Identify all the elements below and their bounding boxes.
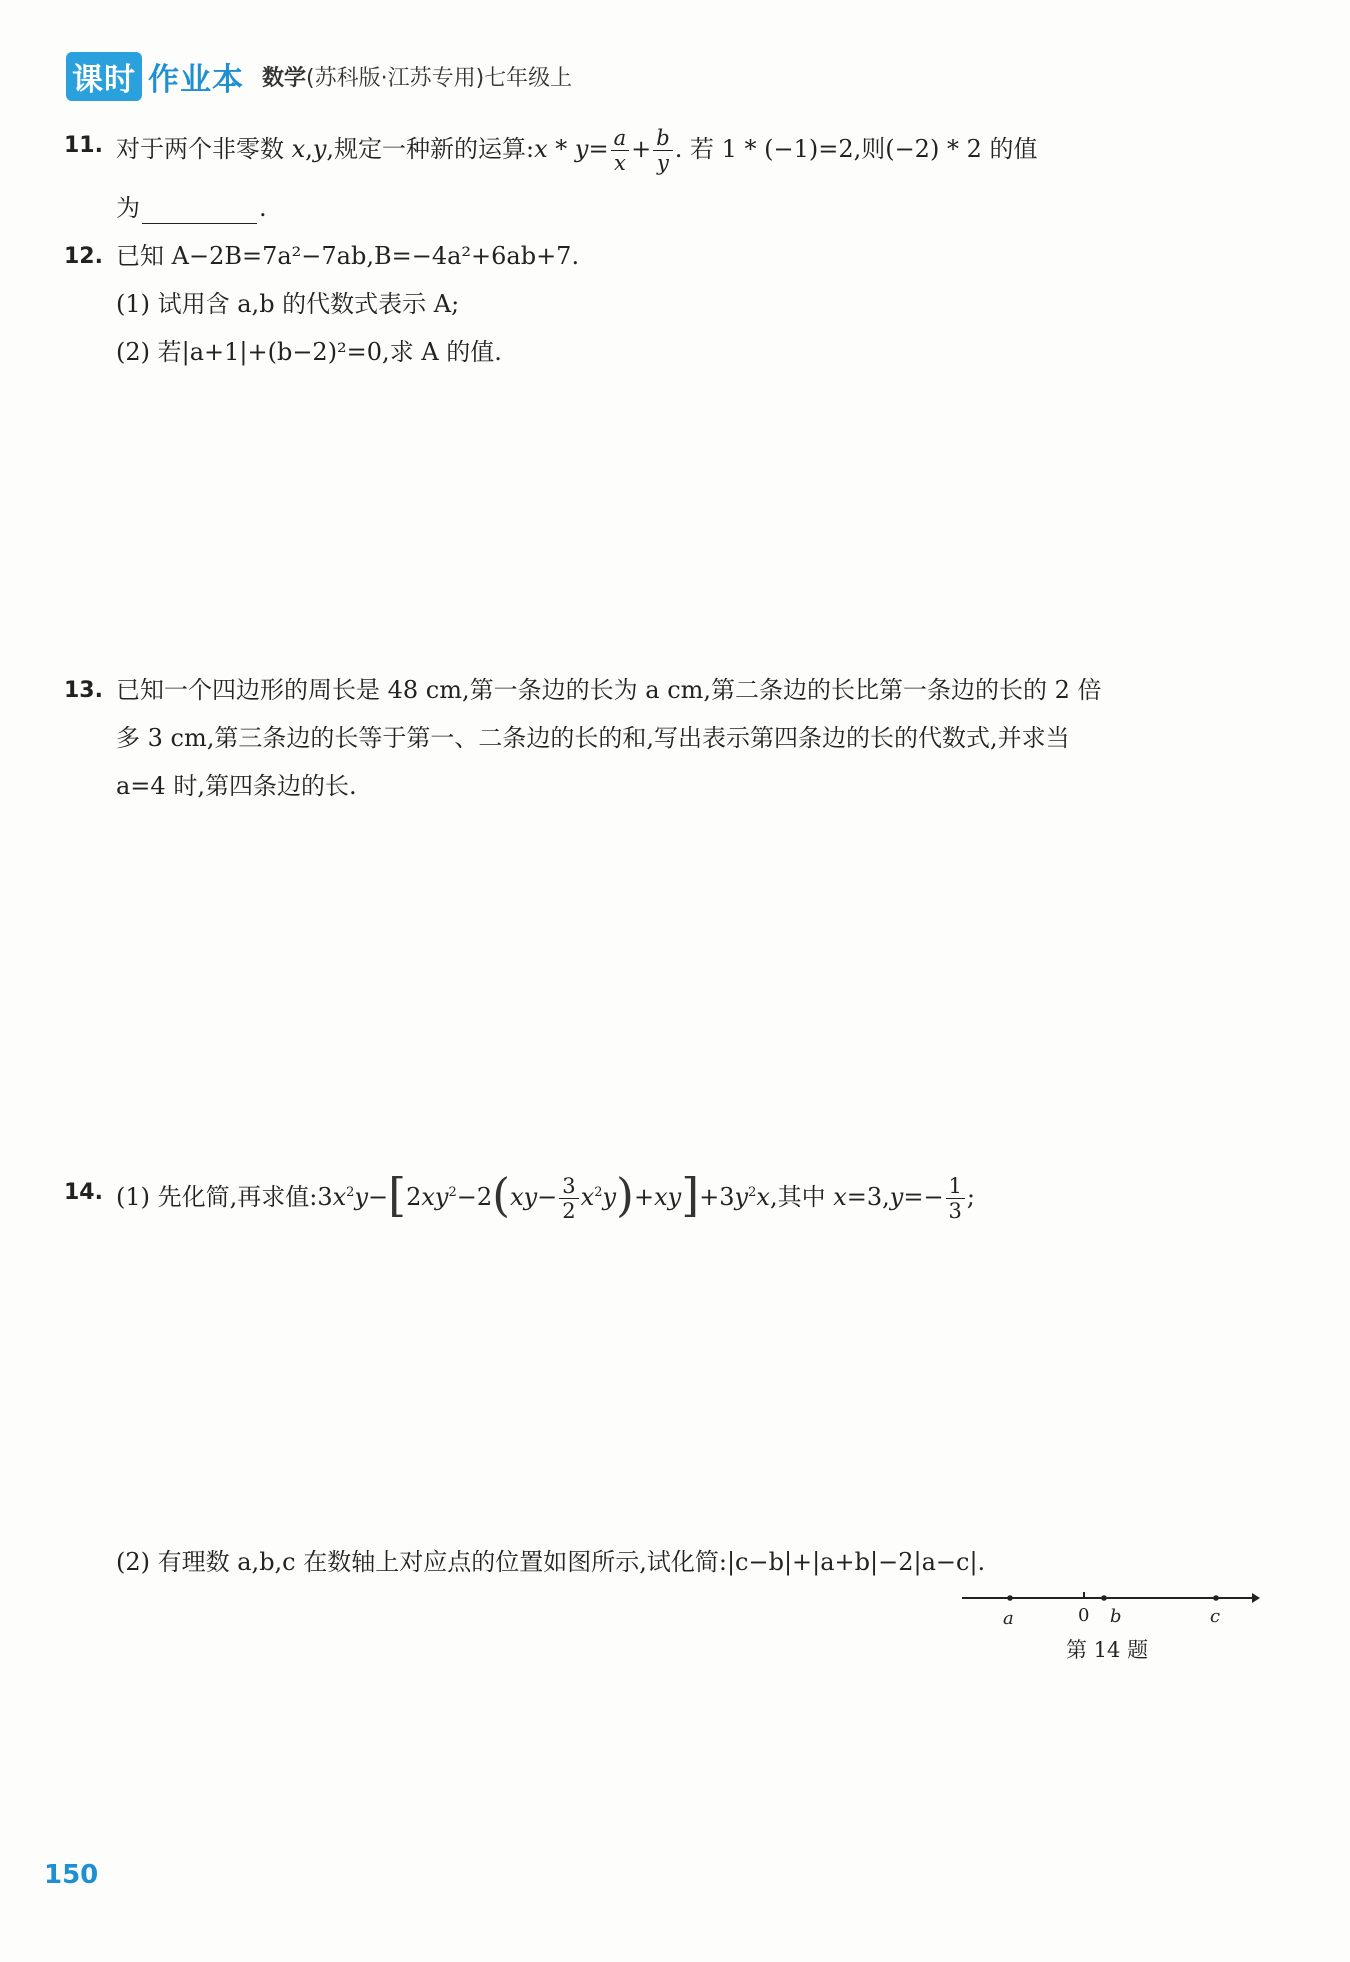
q13-line2: 多 3 cm,第三条边的长等于第一、二条边的长的和,写出表示第四条边的长的代数式,并求当 bbox=[116, 724, 1070, 752]
logo-box: 课时 bbox=[66, 52, 142, 101]
edition: (苏科版·江苏专用)七年级上 bbox=[306, 65, 573, 91]
label-b: b bbox=[1110, 1606, 1122, 1627]
logo-text: 作业本 bbox=[148, 61, 244, 98]
q13-line3: a=4 时,第四条边的长. bbox=[116, 772, 357, 800]
q11-text-b: ,规定一种新的运算: bbox=[326, 135, 535, 163]
q14-frac-three-halves: $\frac{3}{2}$ bbox=[559, 1174, 578, 1223]
q14-frac-one-third: $\frac{1}{3}$ bbox=[946, 1174, 965, 1223]
number-line-arrow bbox=[1252, 1593, 1260, 1603]
page-number: 150 bbox=[44, 1860, 99, 1890]
q13-line1: 已知一个四边形的周长是 48 cm,第一条边的长为 a cm,第二条边的长比第一条边的长的 2 倍 bbox=[116, 676, 1102, 704]
q11-text-a: 对于两个非零数 bbox=[116, 135, 292, 163]
point-b bbox=[1101, 1595, 1107, 1601]
answer-blank[interactable] bbox=[142, 199, 257, 224]
q11-frac-b: $\frac{b}{y}$ bbox=[653, 126, 672, 175]
q11-line2-text: 为 bbox=[116, 194, 140, 222]
q11-number: 11. bbox=[64, 133, 103, 158]
figure-caption: 第 14 题 bbox=[1066, 1638, 1149, 1662]
q11-line1: 对于两个非零数 x,y,规定一种新的运算:x * y= $\frac{a}{x}$ + $\frac{b}{y}$ . 若 1 * (−1)=2,则(−2) * 2 的值 bbox=[116, 126, 1038, 175]
label-a: a bbox=[1003, 1608, 1014, 1629]
q14-part2: (2) 有理数 a,b,c 在数轴上对应点的位置如图所示,试化简:|c−b|+|a+b|−2|a−c|. bbox=[116, 1548, 986, 1576]
page-header bbox=[66, 54, 572, 98]
q14-number: 14. bbox=[64, 1180, 103, 1205]
q11-line2 bbox=[116, 192, 267, 224]
q11-line2-end: . bbox=[259, 194, 267, 222]
point-a bbox=[1007, 1595, 1013, 1601]
q11-frac-a: $\frac{a}{x}$ bbox=[611, 126, 630, 175]
q11-text-c: . 若 1 * (−1)=2,则(−2) * 2 的值 bbox=[674, 135, 1038, 163]
q12-number: 12. bbox=[64, 244, 103, 269]
q14-part1-prefix: (1) 先化简,再求值: bbox=[116, 1183, 318, 1211]
q13-number: 13. bbox=[64, 678, 103, 703]
q12-part2: (2) 若|a+1|+(b−2)²=0,求 A 的值. bbox=[116, 338, 502, 366]
q14-part1-where: ,其中 bbox=[769, 1183, 834, 1211]
label-c: c bbox=[1210, 1606, 1221, 1627]
point-c bbox=[1213, 1595, 1219, 1601]
q12-text: 已知 A−2B=7a²−7ab,B=−4a²+6ab+7. bbox=[116, 242, 580, 270]
q14-part1: (1) 先化简,再求值$:3x^2y-[2xy^2-2(xy-$ $\frac{3}{2}$ $x^2y)+xy]+3y^2x$,其中 x=3,y=− $\frac{1}{3}$ ; bbox=[116, 1168, 976, 1223]
subject-label bbox=[262, 61, 572, 92]
label-zero: 0 bbox=[1078, 1605, 1090, 1626]
subject-name: 数学 bbox=[262, 65, 307, 91]
q12-part1: (1) 试用含 a,b 的代数式表示 A; bbox=[116, 290, 460, 318]
